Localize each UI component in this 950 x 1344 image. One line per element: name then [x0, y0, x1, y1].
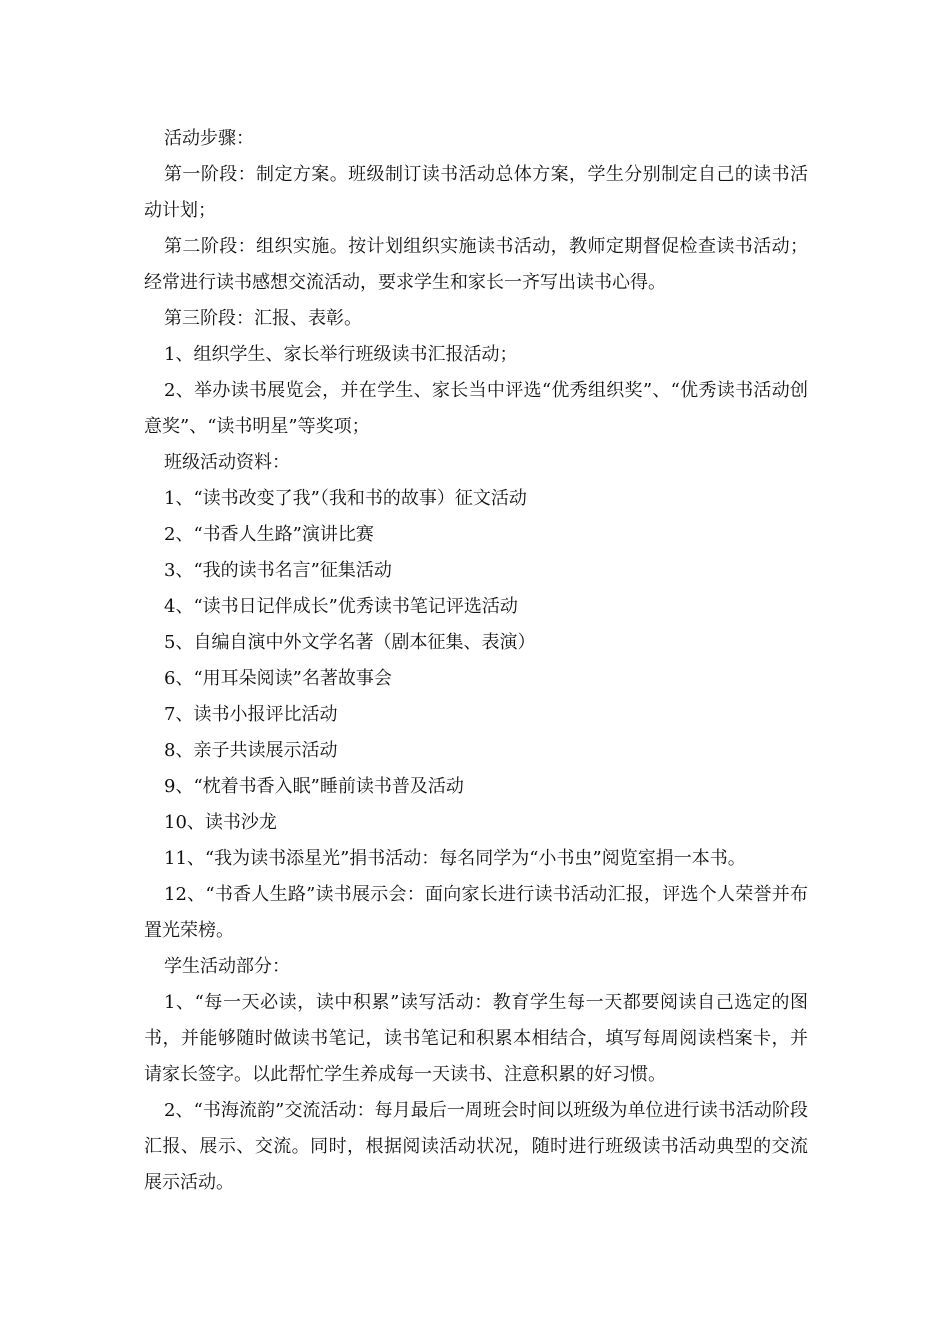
list-item: 1、“读书改变了我”（我和书的故事）征文活动	[164, 488, 527, 509]
section-heading-student-activities: 学生活动部分：	[164, 956, 290, 977]
list-item: 5、自编自演中外文学名著（剧本征集、表演）	[164, 632, 536, 653]
list-item: 3、“我的读书名言”征集活动	[164, 560, 392, 581]
list-item: 6、“用耳朵阅读”名著故事会	[164, 668, 392, 689]
list-item: 10、读书沙龙	[164, 812, 277, 833]
list-item: 2、“书香人生路”演讲比赛	[164, 524, 374, 545]
list-item: 1、组织学生、家长举行班级读书汇报活动；	[164, 344, 518, 365]
paragraph-stage-three: 第三阶段：汇报、表彰。	[164, 308, 362, 329]
section-heading-activity-steps: 活动步骤：	[164, 128, 254, 149]
paragraph-stage-two: 第二阶段：组织实施。按计划组织实施读书活动，教师定期督促检查读书活动；经常进行读书感想交流活动，要求学生和家长一齐写出读书心得。	[144, 236, 808, 293]
list-item: 2、“书海流韵”交流活动：每月最后一周班会时间以班级为单位进行读书活动阶段汇报、展示、交流。同时，根据阅读活动状况，随时进行班级读书活动典型的交流展示活动。	[144, 1100, 808, 1193]
list-item: 8、亲子共读展示活动	[164, 740, 338, 761]
list-item: 11、“我为读书添星光”捐书活动：每名同学为“小书虫”阅览室捐一本书。	[164, 848, 746, 869]
list-item: 2、举办读书展览会，并在学生、家长当中评选“优秀组织奖”、“优秀读书活动创意奖”、“读书明星”等奖项；	[144, 380, 808, 437]
list-item: 1、“每一天必读，读中积累”读写活动：教育学生每一天都要阅读自己选定的图书，并能够随时做读书笔记，读书笔记和积累本相结合，填写每周阅读档案卡，并请家长签字。以此帮忙学生养成每一天读书、注意积累的好习惯。	[144, 992, 808, 1085]
section-heading-class-activities: 班级活动资料：	[164, 452, 290, 473]
list-item: 9、“枕着书香入眠”睡前读书普及活动	[164, 776, 464, 797]
list-item: 12、“书香人生路”读书展示会：面向家长进行读书活动汇报，评选个人荣誉并布置光荣榜。	[144, 884, 808, 941]
list-item: 4、“读书日记伴成长”优秀读书笔记评选活动	[164, 596, 518, 617]
document-body	[144, 121, 808, 1201]
paragraph-stage-one: 第一阶段：制定方案。班级制订读书活动总体方案，学生分别制定自己的读书活动计划；	[144, 164, 808, 221]
list-item: 7、读书小报评比活动	[164, 704, 338, 725]
